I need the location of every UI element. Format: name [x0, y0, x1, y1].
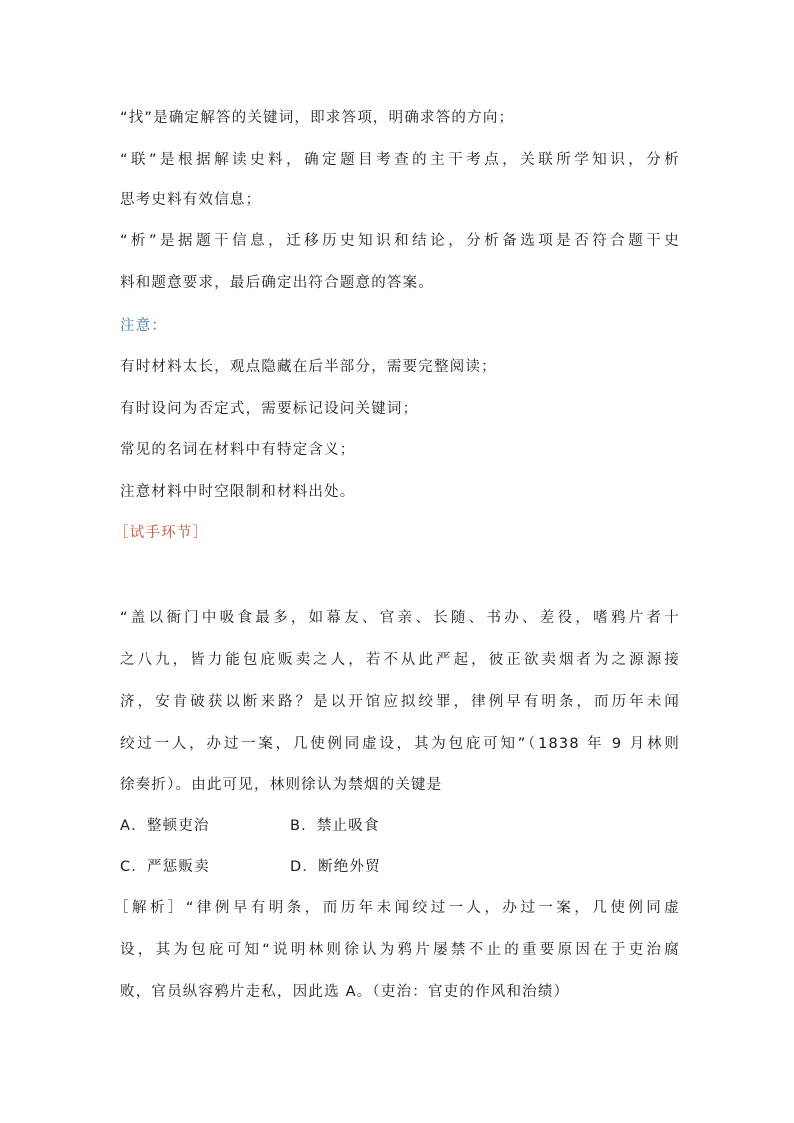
method-analyze-text-line2: 料和题意要求，最后确定出符合题意的答案。 [120, 275, 434, 291]
option-a: A．整顿吏治 [120, 818, 210, 834]
option-b: B．禁止吸食 [290, 818, 380, 834]
analysis-text-line: 设，其为包庇可知“说明林则徐认为鸦片屡禁不止的重要原因在于吏治腐 [120, 942, 680, 958]
note-item: 注意材料中时空限制和材料出处。 [120, 484, 356, 500]
method-link-text-line1: “联”是根据解读史料，确定题目考查的主干考点，关联所学知识，分析 [120, 152, 680, 168]
question-text-line: 徐奏折）。由此可见，林则徐认为禁烟的关键是 [120, 777, 443, 793]
question-text-line: 济，安肯破获以断来路？是以开馆应拟绞罪，律例早有明条，而历年未闻 [120, 694, 680, 710]
note-item: 常见的名词在材料中有特定含义； [120, 442, 356, 458]
question-text-line: “盖以衙门中吸食最多，如幕友、官亲、长随、书办、差役，嗜鸦片者十 [120, 610, 680, 626]
practice-heading: ［试手环节］ [114, 525, 209, 541]
question-text-line: 绞过一人，办过一案，几使例同虚设，其为包庇可知”（1838 年 9 月林则 [120, 736, 680, 752]
method-find-text: “找”是确定解答的关键词，即求答项，明确求答的方向； [120, 110, 515, 126]
option-d: D．断绝外贸 [290, 859, 381, 875]
note-item: 有时材料太长，观点隐藏在后半部分，需要完整阅读； [120, 359, 497, 375]
note-item: 有时设问为否定式，需要标记设问关键词； [120, 401, 419, 417]
notes-heading: 注意： [120, 318, 168, 334]
method-analyze-text-line1: “析”是据题干信息，迁移历史知识和结论，分析备选项是否符合题干史 [120, 233, 680, 249]
analysis-text-line: 败，官员纵容鸦片走私，因此选 A。（吏治：官吏的作风和治绩） [120, 984, 570, 1000]
analysis-text-line: ［解析］“律例早有明条，而历年未闻绞过一人，办过一案，几使例同虚 [114, 900, 680, 916]
method-link-text-line2: 思考史料有效信息； [120, 192, 262, 208]
option-c: C．严惩贩卖 [120, 859, 210, 875]
question-text-line: 之八九，皆力能包庇贩卖之人，若不从此严起，彼正欲卖烟者为之源源接 [120, 652, 680, 668]
